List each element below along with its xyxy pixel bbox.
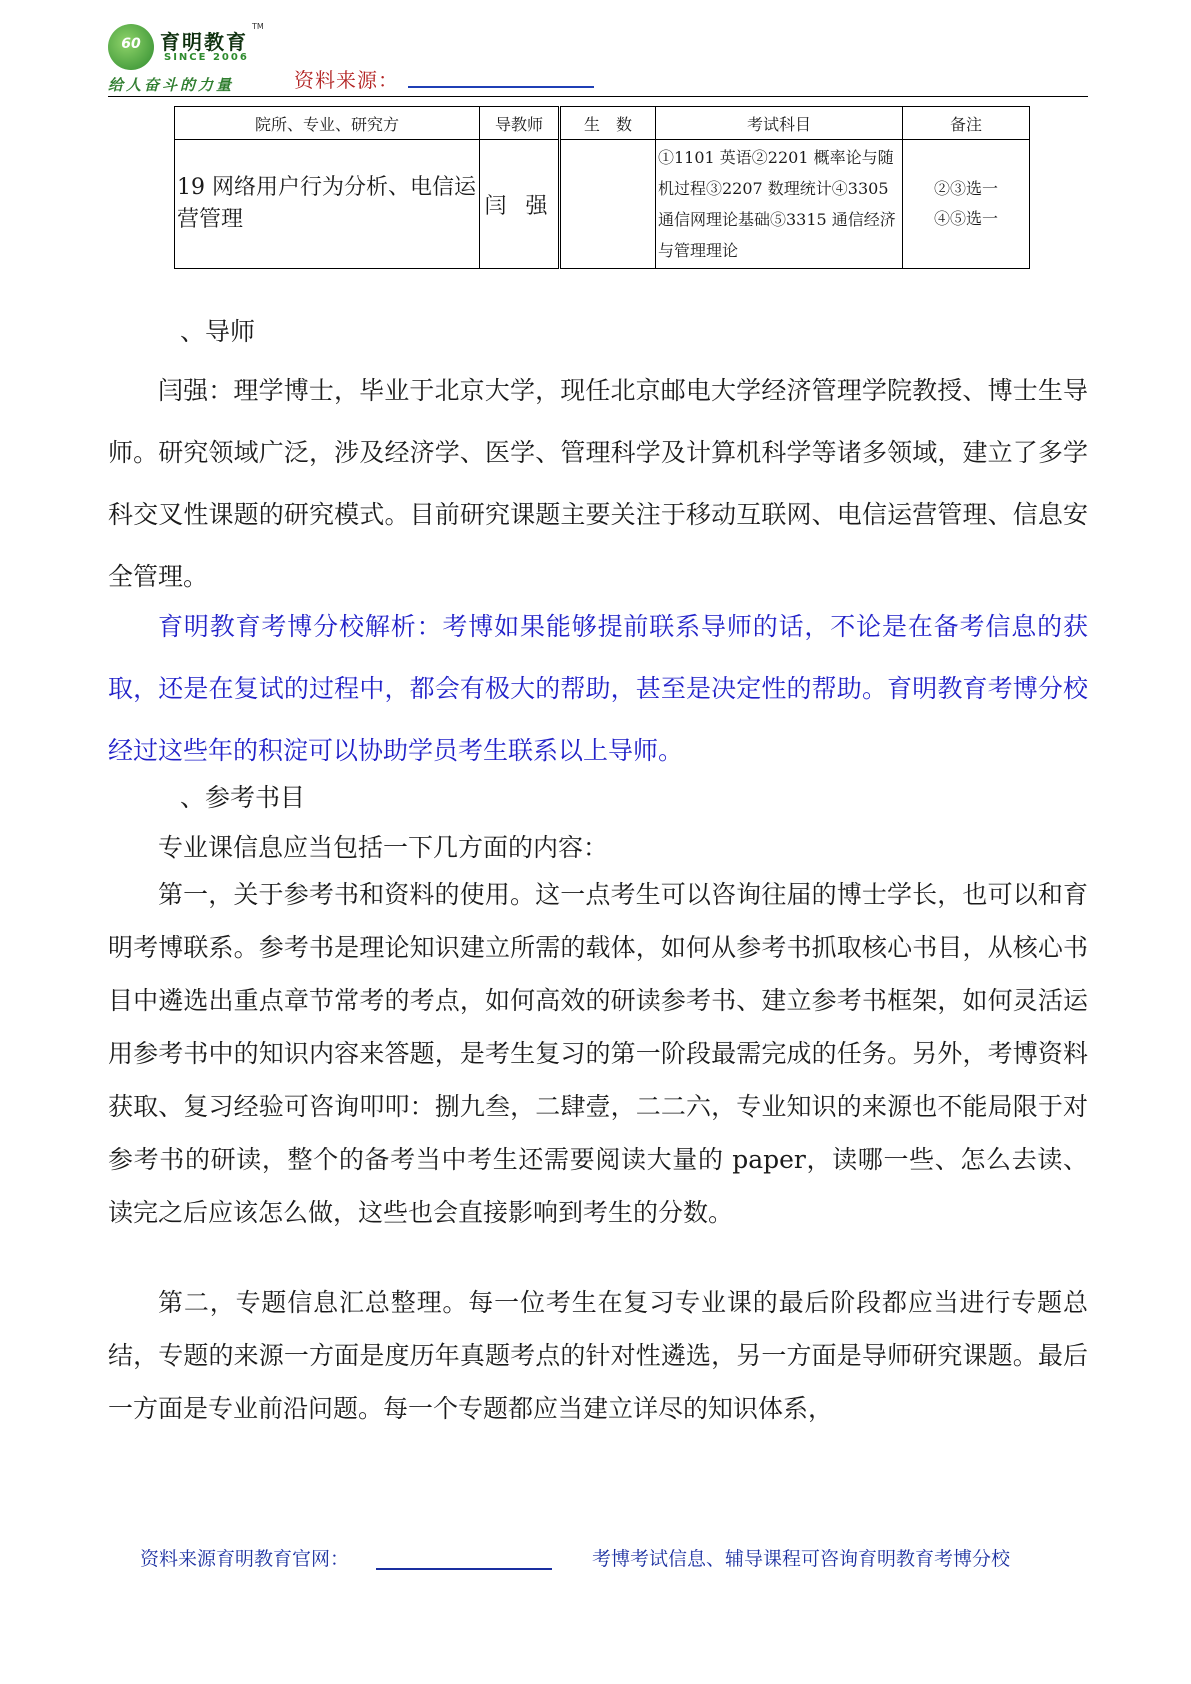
- source-label: 资料来源：: [294, 68, 399, 92]
- advisor-heading: 、导师: [180, 317, 256, 346]
- source-blank-line: [408, 86, 594, 88]
- note-line-2: ④⑤选一: [933, 209, 998, 228]
- header-divider: [108, 96, 1088, 97]
- page-header: [108, 14, 1088, 96]
- logo-since: SINCE 2006: [164, 52, 249, 63]
- analysis-paragraph: 育明教育考博分校解析：考博如果能够提前联系导师的话，不论是在备考信息的获取，还是在复试的过程中，都会有极大的帮助，甚至是决定性的帮助。育明教育考博分校经过这些年的积淀可以协助学员考生联系以上导师。: [108, 612, 1088, 765]
- second-paragraph: 第二，专题信息汇总整理。每一位考生在复习专业课的最后阶段都应当进行专题总结，专题的来源一方面是度历年真题考点的针对性遴选，另一方面是导师研究课题。最后一方面是专业前沿问题。每一个专题都应当建立详尽的知识体系，: [108, 1288, 1088, 1423]
- books-intro: 专业课信息应当包括一下几方面的内容：: [158, 833, 609, 862]
- table-cell-subjects: ①1101 英语②2201 概率论与随机过程③2207 数理统计④3305 通信网理论基础⑤3315 通信经济与管理理论: [656, 140, 903, 269]
- yuming-logo: [108, 18, 278, 94]
- table-header-row: [175, 107, 1030, 140]
- table-cell-dept: 19 网络用户行为分析、电信运营管理: [175, 140, 480, 269]
- logo-trademark: TM: [252, 22, 264, 31]
- program-table: [174, 106, 1030, 269]
- advisor-paragraph: 闫强：理学博士，毕业于北京大学，现任北京邮电大学经济管理学院教授、博士生导师。研究领域广泛，涉及经济学、医学、管理科学及计算机科学等诸多领域，建立了多学科交叉性课题的研究模式。目前研究课题主要关注于移动互联网、电信运营管理、信息安全管理。: [108, 376, 1088, 591]
- table-cell-advisor: 闫 强: [480, 140, 560, 269]
- books-heading: 、参考书目: [180, 783, 306, 812]
- table-header-count: 生 数: [560, 107, 656, 140]
- logo-badge-text: 60: [121, 36, 141, 52]
- table-cell-count: [560, 140, 656, 269]
- table-header-note: 备注: [903, 107, 1030, 140]
- table-cell-note: [903, 140, 1030, 269]
- footer-source-label: 资料来源育明教育官网：: [140, 1548, 350, 1570]
- table-header-dept: 院所、专业、研究方: [175, 107, 480, 140]
- note-line-1: ②③选一: [933, 179, 998, 198]
- footer-blank-line: [376, 1568, 552, 1570]
- table-header-advisor: 导教师: [480, 107, 560, 140]
- logo-slogan: 给人奋斗的力量: [108, 76, 235, 94]
- first-paragraph: 第一，关于参考书和资料的使用。这一点考生可以咨询往届的博士学长，也可以和育明考博联系。参考书是理论知识建立所需的载体，如何从参考书抓取核心书目，从核心书目中遴选出重点章节常考的考点，如何高效的研读参考书、建立参考书框架，如何灵活运用参考书中的知识内容来答题，是考生复习的第一阶段最需完成的任务。另外，考博资料获取、复习经验可咨询叩叩：捌九叁，二肆壹，二二六，专业知识的来源也不能局限于对参考书的研读，整个的备考当中考生还需要阅读大量的 paper，读哪一些、怎么去读、读完之后应该怎么做，这些也会直接影响到考生的分数。: [108, 880, 1088, 1227]
- logo-name: 育明教育: [160, 30, 248, 54]
- table-header-subjects: 考试科目: [656, 107, 903, 140]
- footer-consult-text: 考博考试信息、辅导课程可咨询育明教育考博分校: [592, 1548, 1011, 1570]
- page-footer: [140, 1544, 1060, 1574]
- table-row: [175, 140, 1030, 269]
